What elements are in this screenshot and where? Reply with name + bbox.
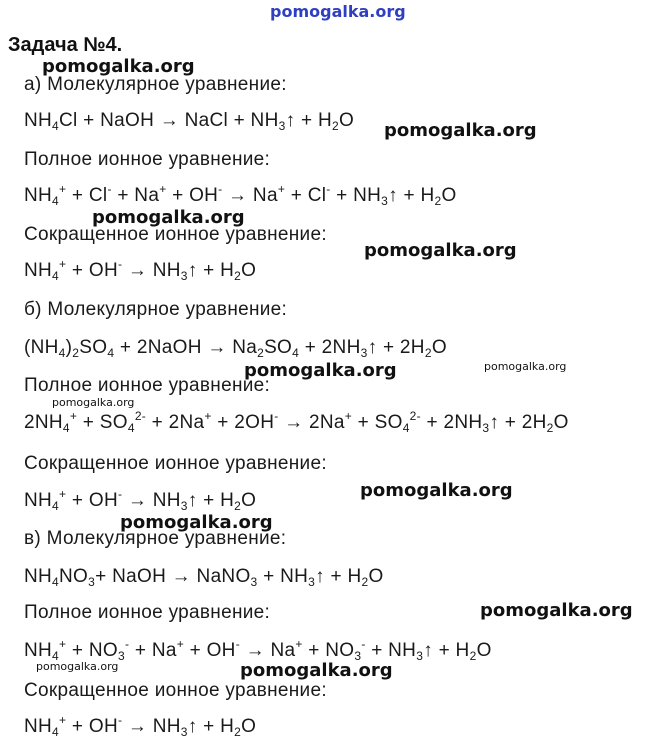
watermark: pomogalka.org: [36, 660, 119, 673]
part-c-prefix: в): [24, 528, 42, 549]
formula-superscript: +: [59, 182, 67, 196]
formula-superscript: +: [59, 713, 67, 727]
formula-text: + OH: [66, 716, 118, 737]
formula-subscript: 3: [250, 575, 258, 589]
formula-text: ↑ + 2H: [489, 412, 547, 433]
formula-text: ↑ + H: [187, 260, 235, 281]
part-a-mol-label: [24, 74, 287, 96]
formula-subscript: 2: [234, 269, 242, 283]
formula-subscript: 3: [88, 575, 96, 589]
eq-c-short-ionic: [24, 713, 257, 739]
formula-subscript: 4: [402, 421, 410, 435]
watermark: pomogalka.org: [480, 600, 633, 621]
formula-text: + OH: [66, 490, 118, 511]
formula-text: + Na: [129, 640, 177, 661]
formula-subscript: 3: [180, 499, 188, 513]
formula-superscript: -: [274, 409, 279, 423]
part-b-prefix: б): [24, 299, 42, 320]
watermark: pomogalka.org: [384, 120, 537, 141]
mol-label: Молекулярное уравнение:: [47, 74, 287, 95]
formula-subscript: 4: [107, 346, 115, 360]
formula-text: + NH: [257, 566, 309, 587]
formula-text: + OH: [166, 185, 219, 206]
formula-subscript: 3: [118, 649, 125, 663]
formula-text: + 2NH: [420, 412, 483, 433]
formula-text: NO: [59, 566, 89, 587]
formula-text: ↑ + H: [187, 490, 235, 511]
formula-text: + NH: [365, 640, 417, 661]
formula-text: SO: [264, 337, 293, 358]
formula-subscript: 4: [52, 269, 60, 283]
formula-text: O: [553, 412, 569, 433]
formula-text: + NO: [302, 640, 355, 661]
formula-text: NH: [24, 260, 53, 281]
formula-superscript: -: [107, 182, 112, 196]
formula-text: + SO: [77, 412, 128, 433]
formula-superscript: 2-: [134, 409, 147, 423]
part-c-short-label: Сокращенное ионное уравнение:: [24, 680, 327, 701]
formula-text: O: [241, 490, 257, 511]
formula-text: + Na: [111, 185, 160, 206]
formula-text: → NH: [122, 260, 181, 281]
formula-text: → 2Na: [278, 412, 345, 433]
watermark-top: pomogalka.org: [270, 2, 406, 21]
watermark: pomogalka.org: [484, 360, 567, 373]
formula-subscript: 4: [52, 725, 60, 739]
formula-subscript: 3: [416, 649, 424, 663]
formula-superscript: -: [326, 182, 331, 196]
formula-superscript: +: [59, 637, 67, 651]
formula-subscript: 3: [278, 119, 286, 133]
formula-text: + OH: [66, 260, 118, 281]
eq-b-short-ionic: [24, 487, 257, 513]
formula-text: + 2NaOH → Na: [114, 337, 258, 358]
watermark: pomogalka.org: [360, 480, 513, 501]
formula-subscript: 4: [52, 649, 60, 663]
part-b-mol-label: [24, 299, 287, 321]
formula-superscript: -: [235, 637, 240, 651]
formula-superscript: +: [59, 257, 67, 271]
formula-subscript: 3: [360, 346, 368, 360]
formula-superscript: +: [159, 182, 167, 196]
formula-text: O: [441, 185, 457, 206]
formula-text: 2NH: [24, 412, 63, 433]
formula-subscript: 2: [257, 346, 265, 360]
formula-text: → NH: [122, 716, 181, 737]
watermark: pomogalka.org: [42, 56, 195, 77]
formula-text: NH: [24, 640, 53, 661]
formula-superscript: -: [118, 487, 123, 501]
part-a-short-label: Сокращенное ионное уравнение:: [24, 224, 327, 245]
watermark: pomogalka.org: [364, 240, 517, 261]
eq-a-full-ionic: [24, 182, 457, 208]
formula-subscript: 4: [52, 119, 60, 133]
formula-text: ↑ + H: [423, 640, 470, 661]
formula-subscript: 4: [52, 575, 60, 589]
formula-text: O: [338, 110, 355, 131]
formula-subscript: 3: [482, 421, 490, 435]
formula-subscript: 2: [424, 346, 432, 360]
formula-text: + NH: [330, 185, 382, 206]
formula-superscript: -: [361, 637, 366, 651]
formula-text: + SO: [352, 412, 403, 433]
formula-text: ↑ + 2H: [367, 337, 425, 358]
formula-text: NH: [24, 490, 53, 511]
formula-text: NH: [24, 566, 53, 587]
formula-text: O: [241, 260, 257, 281]
formula-subscript: 2: [72, 346, 80, 360]
eq-a-molecular: [24, 110, 354, 132]
formula-text: → NH: [122, 490, 181, 511]
formula-superscript: -: [218, 182, 223, 196]
formula-text: + NaOH → NaNO: [95, 566, 251, 587]
formula-text: + NO: [66, 640, 118, 661]
watermark: pomogalka.org: [240, 660, 393, 681]
formula-text: Cl + NaOH → NaCl + NH: [59, 110, 279, 131]
part-b-short-label: Сокращенное ионное уравнение:: [24, 453, 327, 474]
formula-text: NH: [24, 716, 53, 737]
task-title: Задача №4.: [8, 34, 123, 56]
watermark: pomogalka.org: [92, 207, 245, 228]
formula-text: + 2Na: [146, 412, 205, 433]
formula-subscript: 3: [180, 725, 188, 739]
formula-text: + Cl: [285, 185, 327, 206]
formula-subscript: 4: [127, 421, 135, 435]
formula-text: O: [241, 716, 257, 737]
formula-subscript: 4: [58, 346, 66, 360]
eq-c-molecular: [24, 566, 384, 588]
formula-subscript: 2: [331, 119, 339, 133]
formula-subscript: 3: [308, 575, 316, 589]
formula-superscript: -: [124, 637, 130, 651]
formula-subscript: 4: [292, 346, 300, 360]
mol-label: Молекулярное уравнение:: [47, 299, 288, 320]
formula-superscript: 2-: [409, 409, 421, 423]
formula-subscript: 2: [234, 725, 242, 739]
eq-b-molecular: [24, 337, 447, 359]
formula-superscript: +: [344, 409, 353, 423]
formula-subscript: 2: [361, 575, 369, 589]
formula-subscript: 2: [434, 194, 442, 208]
formula-text: → Na: [240, 640, 296, 661]
formula-text: ↑ + H: [285, 110, 332, 131]
formula-superscript: +: [176, 637, 185, 651]
formula-subscript: 4: [52, 194, 60, 208]
formula-text: + OH: [184, 640, 236, 661]
formula-subscript: 4: [52, 499, 60, 513]
formula-superscript: +: [204, 409, 212, 423]
watermark: pomogalka.org: [52, 396, 135, 409]
formula-text: O: [431, 337, 447, 358]
formula-superscript: +: [59, 487, 67, 501]
part-c-full-label: Полное ионное уравнение:: [24, 602, 271, 623]
formula-text: ↑ + H: [388, 185, 435, 206]
formula-text: + Cl: [66, 185, 108, 206]
formula-subscript: 3: [180, 269, 188, 283]
eq-b-full-ionic: [24, 409, 569, 435]
formula-superscript: +: [277, 182, 286, 196]
watermark: pomogalka.org: [120, 512, 273, 533]
formula-subscript: 2: [469, 649, 477, 663]
formula-superscript: -: [118, 257, 123, 271]
eq-c-full-ionic: [24, 637, 492, 663]
eq-a-short-ionic: [24, 257, 257, 283]
formula-text: NH: [24, 110, 53, 131]
part-a-full-label: Полное ионное уравнение:: [24, 149, 271, 170]
formula-text: O: [476, 640, 492, 661]
formula-superscript: +: [69, 409, 78, 423]
formula-text: (NH: [24, 337, 59, 358]
formula-text: ↑ + H: [315, 566, 362, 587]
mol-label: Молекулярное уравнение:: [46, 528, 287, 549]
formula-text: O: [368, 566, 384, 587]
formula-text: ↑ + H: [187, 716, 235, 737]
part-a-prefix: а): [24, 74, 42, 95]
part-b-full-label: Полное ионное уравнение:: [24, 375, 271, 396]
formula-subscript: 2: [546, 421, 554, 435]
formula-subscript: 3: [381, 194, 389, 208]
formula-subscript: 3: [354, 649, 362, 663]
watermark: pomogalka.org: [244, 360, 397, 381]
formula-subscript: 2: [234, 499, 242, 513]
formula-text: ): [65, 337, 73, 358]
formula-superscript: +: [295, 637, 303, 651]
formula-text: + 2NH: [299, 337, 361, 358]
formula-subscript: 4: [62, 421, 70, 435]
formula-text: + 2OH: [211, 412, 275, 433]
formula-text: SO: [79, 337, 108, 358]
formula-superscript: -: [118, 713, 123, 727]
formula-text: → Na: [222, 185, 278, 206]
formula-text: NH: [24, 185, 53, 206]
